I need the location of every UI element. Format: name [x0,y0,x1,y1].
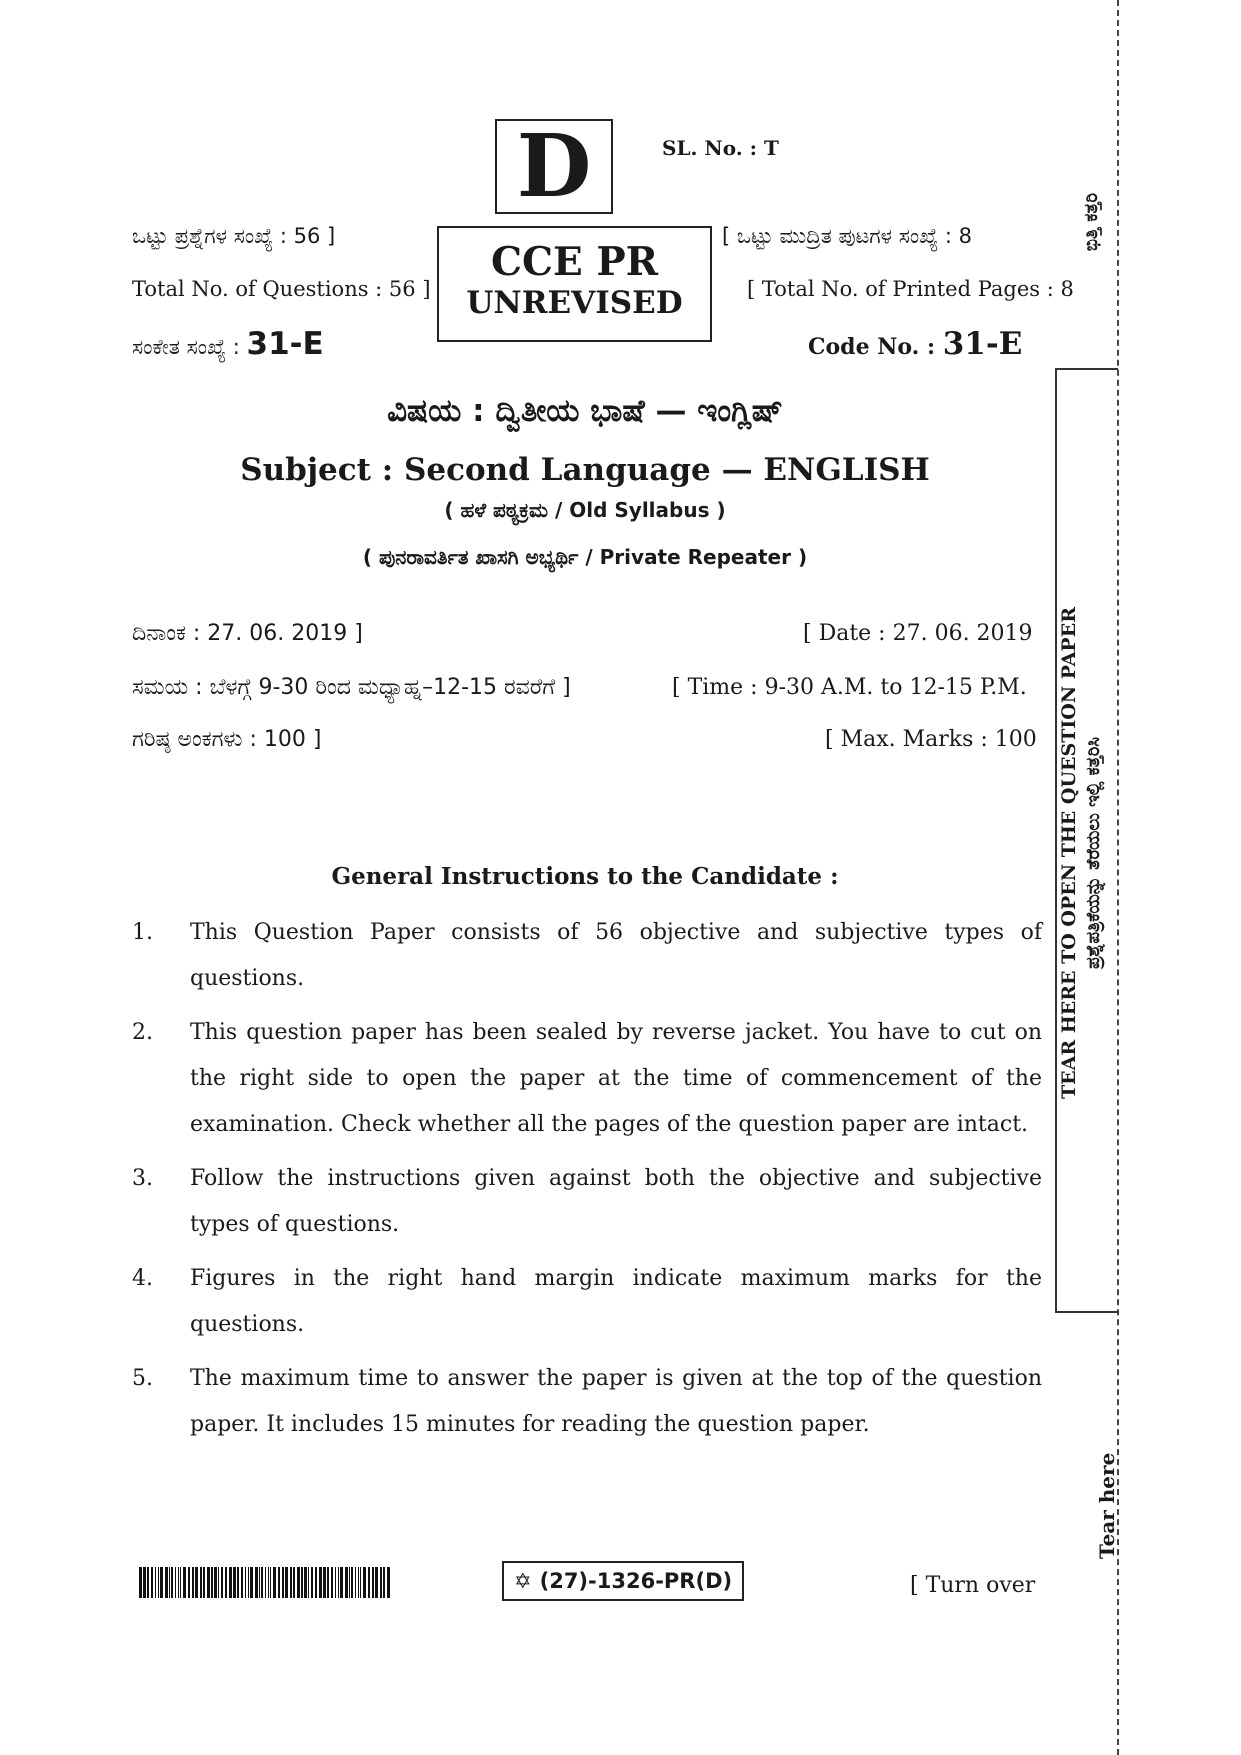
en-code-number [808,326,1022,362]
en-code-label: Code No. : [808,334,936,360]
instruction-number: 4. [132,1266,153,1291]
serial-number: SL. No. : T [662,136,779,160]
en-time: [ Time : 9-30 A.M. to 12-15 P.M. [672,675,1027,700]
star-of-david-icon: ✡ [514,1569,532,1593]
kn-date: ದಿನಾಂಕ : 27. 06. 2019 ] [132,621,363,646]
tear-instruction-en: TEAR HERE TO OPEN THE QUESTION PAPER [1058,607,1080,1099]
instruction-number: 2. [132,1020,153,1045]
turn-over-label: [ Turn over [910,1573,1036,1598]
paper-code-box [502,1561,744,1601]
instruction-item [132,910,1042,1002]
set-letter-box: D [495,119,613,214]
kn-cut-label: ಭಿತ್ತಿ ಕತ್ತರಿ [1081,192,1102,252]
kn-code-value: 31-E [246,326,324,362]
instruction-number: 5. [132,1366,153,1391]
instruction-item [132,1356,1042,1448]
instruction-text: Follow the instructions given against both the objective and subjective types of questions. [190,1166,1042,1237]
syllabus-label: ( ಹಳೆ ಪಠ್ಯಕ್ರಮ / Old Syllabus ) [444,498,726,522]
instruction-text: This Question Paper consists of 56 objective and subjective types of questions. [190,920,1042,991]
cce-pr-label: CCE PR [490,239,659,285]
kn-max-marks: ಗರಿಷ್ಠ ಅಂಕಗಳು : 100 ] [132,727,322,752]
kn-total-questions: ಒಟ್ಟು ಪ್ರಶ್ನೆಗಳ ಸಂಖ್ಯೆ : 56 ] [132,224,336,248]
paper-code: (27)-1326-PR(D) [539,1569,733,1593]
tear-here-label: Tear here [1095,1452,1119,1559]
instruction-number: 1. [132,920,153,945]
en-total-questions: Total No. of Questions : 56 ] [132,277,431,301]
instruction-text: The maximum time to answer the paper is given at the top of the question paper. It includes 15 minutes for reading the question paper. [190,1366,1042,1437]
instruction-text: Figures in the right hand margin indicate maximum marks for the questions. [190,1266,1042,1337]
tear-instruction-kn: ಪ್ರಶ್ನೆಪತ್ರಿಕೆಯನ್ನು ತೆರೆಯಲು ಇಲ್ಲಿ ಕತ್ತರಿಸಿ [1083,737,1104,969]
instructions-title: General Instructions to the Candidate : [331,863,839,890]
cce-pr-box [437,226,712,342]
instruction-item [132,1010,1042,1148]
en-date: [ Date : 27. 06. 2019 [803,621,1033,646]
kn-time: ಸಮಯ : ಬೆಳಗ್ಗೆ 9-30 ರಿಂದ ಮಧ್ಯಾಹ್ನ–12-15 ರವರೆಗೆ ] [132,675,571,700]
instruction-item [132,1156,1042,1248]
barcode [139,1567,393,1598]
instruction-text: This question paper has been sealed by reverse jacket. You have to cut on the right side to open the paper at the time of commencement of the examination. Check whether all the pages of the question paper are intact. [190,1020,1042,1137]
instruction-item [132,1256,1042,1348]
kn-total-pages: [ ಒಟ್ಟು ಮುದ್ರಿತ ಪುಟಗಳ ಸಂಖ್ಯೆ : 8 [722,224,973,248]
en-subject-title: Subject : Second Language — ENGLISH [240,452,930,488]
unrevised-label: UNREVISED [466,285,683,321]
kn-code-label: ಸಂಕೇತ ಸಂಖ್ಯೆ : [132,335,240,359]
en-code-value: 31-E [942,326,1023,362]
kn-subject-title: ವಿಷಯ : ದ್ವಿತೀಯ ಭಾಷೆ — ಇಂಗ್ಲಿಷ್ [387,393,783,429]
instruction-number: 3. [132,1166,153,1191]
repeater-label: ( ಪುನರಾವರ್ತಿತ ಖಾಸಗಿ ಅಭ್ಯರ್ಥಿ / Private Repeater ) [362,545,808,569]
kn-code-number [132,326,324,362]
en-max-marks: [ Max. Marks : 100 [825,727,1037,752]
en-total-pages: [ Total No. of Printed Pages : 8 [747,277,1074,301]
